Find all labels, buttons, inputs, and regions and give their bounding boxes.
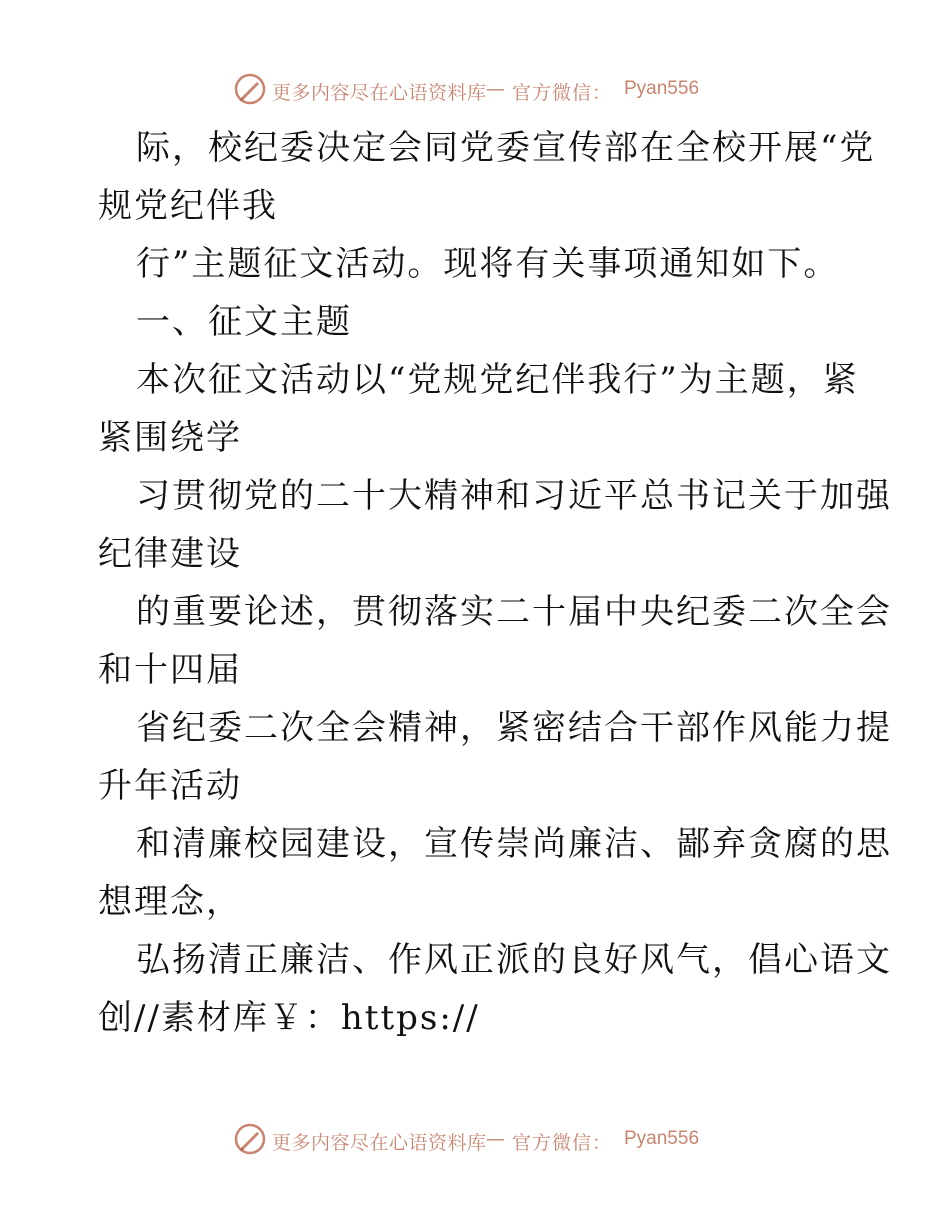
body-line-16: 创//素材库￥：https://	[98, 998, 480, 1038]
section-heading: 一、征文主题	[136, 302, 352, 342]
watermark-text: 更多内容尽在心语资料库	[272, 1132, 487, 1154]
body-line-10: 和十四届	[98, 650, 242, 690]
watermark-wechat-label: 官方微信：	[512, 1132, 613, 1154]
watermark-banner-bottom	[0, 1120, 950, 1160]
watermark-text: 更多内容尽在心语资料库	[272, 82, 487, 104]
body-line-3: 行”主题征文活动。现将有关事项通知如下。	[136, 244, 840, 284]
watermark-wechat-label: 官方微信：	[512, 82, 613, 104]
body-line-13: 和清廉校园建设，宣传崇尚廉洁、鄙弃贪腐的思	[136, 824, 892, 864]
body-line-14: 想理念，	[98, 882, 242, 922]
body-line-6: 紧围绕学	[98, 418, 242, 458]
quill-pen-logo-icon	[233, 72, 267, 106]
watermark-wechat-id: Pyan556	[624, 78, 700, 99]
body-line-5: 本次征文活动以“党规党纪伴我行”为主题，紧	[136, 360, 859, 400]
watermark-banner-top	[0, 70, 950, 110]
watermark-dash: —	[486, 1128, 505, 1150]
quill-pen-logo-icon	[233, 1122, 267, 1156]
body-line-7: 习贯彻党的二十大精神和习近平总书记关于加强	[136, 476, 892, 516]
body-line-2: 规党纪伴我	[98, 186, 278, 226]
body-line-15: 弘扬清正廉洁、作风正派的良好风气，倡心语文	[136, 940, 892, 980]
body-line-1: 际，校纪委决定会同党委宣传部在全校开展“党	[136, 128, 876, 168]
body-line-11: 省纪委二次全会精神，紧密结合干部作风能力提	[136, 708, 892, 748]
watermark-wechat-id: Pyan556	[624, 1128, 700, 1149]
body-line-9: 的重要论述，贯彻落实二十届中央纪委二次全会	[136, 592, 892, 632]
body-line-8: 纪律建设	[98, 534, 242, 574]
watermark-dash: —	[486, 78, 505, 100]
body-line-12: 升年活动	[98, 766, 242, 806]
